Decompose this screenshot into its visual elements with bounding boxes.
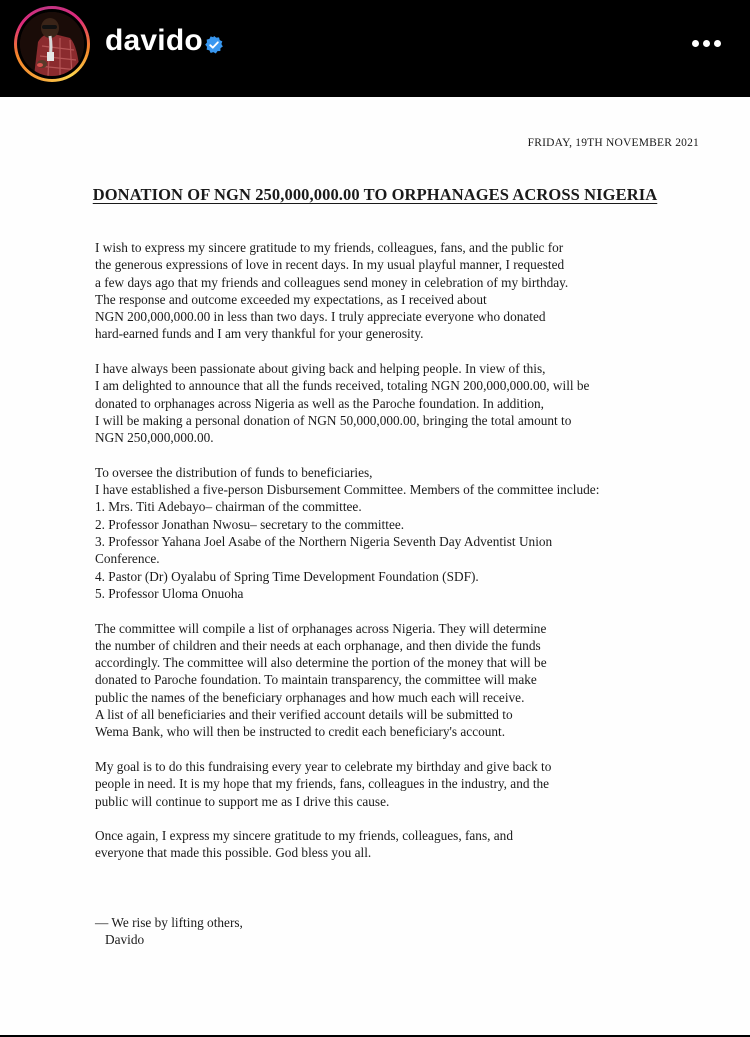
letter-paragraph xyxy=(95,360,695,446)
paragraph-line: hard-earned funds and I am very thankful for your generosity. xyxy=(95,326,424,342)
paragraph-line: I wish to express my sincere gratitude to my friends, colleagues, fans, and the public for xyxy=(95,240,564,255)
avatar[interactable] xyxy=(20,12,84,76)
profile-photo-icon xyxy=(20,12,84,76)
more-horizontal-icon-dot xyxy=(714,40,721,47)
signoff-name: Davido xyxy=(105,932,145,948)
paragraph-line: the number of children and their needs at each orphanage, and then divide the funds xyxy=(95,637,541,653)
paragraph-line: the generous expressions of love in recent days. In my usual playful manner, I requested xyxy=(95,257,565,273)
paragraph-line: Conference. xyxy=(95,551,160,567)
paragraph-line: Once again, I express my sincere gratitude to my friends, colleagues, fans, and xyxy=(95,828,513,844)
paragraph-line: I have always been passionate about giving back and helping people. In view of this, xyxy=(95,361,546,377)
signoff-motto: — We rise by lifting others, xyxy=(95,915,243,930)
paragraph-line: A list of all beneficiaries and their verified account details will be submitted to xyxy=(95,707,513,723)
username[interactable]: davido xyxy=(105,24,203,57)
paragraph-line: public the names of the beneficiary orphanages and how much each will receive. xyxy=(95,689,525,705)
paragraph-line: The committee will compile a list of orphanages across Nigeria. They will determine xyxy=(95,620,547,636)
paragraph-line: 3. Professor Yahana Joel Asabe of the Northern Nigeria Seventh Day Adventist Union xyxy=(95,534,553,550)
paragraph-line: donated to orphanages across Nigeria as well as the Paroche foundation. In addition, xyxy=(95,395,545,411)
more-horizontal-icon-dot xyxy=(703,40,710,47)
paragraph-line: I will be making a personal donation of NGN 50,000,000.00, bringing the total amount to xyxy=(95,412,572,428)
avatar-frame xyxy=(17,9,87,79)
paragraph-line: NGN 200,000,000.00 in less than two days. I truly appreciate everyone who donated xyxy=(95,309,546,325)
paragraph-line: Wema Bank, who will then be instructed to credit each beneficiary's account. xyxy=(95,724,506,740)
paragraph-line: My goal is to do this fundraising every year to celebrate my birthday and give back to xyxy=(95,758,552,774)
more-options-button[interactable] xyxy=(690,37,722,51)
paragraph-line: accordingly. The committee will also determine the portion of the money that will be xyxy=(95,655,547,671)
letter-paragraph xyxy=(95,827,695,862)
paragraph-line: NGN 250,000,000.00. xyxy=(95,430,214,446)
paragraph-line: 1. Mrs. Titi Adebayo– chairman of the committee. xyxy=(95,499,362,515)
paragraph-line: 5. Professor Uloma Onuoha xyxy=(95,585,244,601)
letter-paragraph xyxy=(95,239,695,343)
letter-paragraph xyxy=(95,464,695,602)
letter-paragraph xyxy=(95,620,695,741)
letter-body xyxy=(95,239,695,879)
more-horizontal-icon-dot xyxy=(692,40,699,47)
letter-signoff xyxy=(95,914,243,949)
paragraph-line: I have established a five-person Disbursement Committee. Members of the committee include: xyxy=(95,482,600,498)
paragraph-line: a few days ago that my friends and colleagues send money in celebration of my birthday. xyxy=(95,274,569,290)
paragraph-line: 4. Pastor (Dr) Oyalabu of Spring Time Development Foundation (SDF). xyxy=(95,568,479,584)
verified-badge-icon xyxy=(204,35,224,55)
letter-paragraph xyxy=(95,758,695,810)
paragraph-line: everyone that made this possible. God bless you all. xyxy=(95,845,372,861)
story-ring[interactable] xyxy=(14,6,90,82)
letter-date: FRIDAY, 19TH NOVEMBER 2021 xyxy=(527,137,699,149)
paragraph-line: people in need. It is my hope that my friends, fans, colleagues in the industry, and the xyxy=(95,776,550,792)
letter-title: DONATION OF NGN 250,000,000.00 TO ORPHANAGES ACROSS NIGERIA xyxy=(92,185,658,204)
paragraph-line: donated to Paroche foundation. To maintain transparency, the committee will make xyxy=(95,672,537,688)
post-header xyxy=(0,0,750,97)
paragraph-line: The response and outcome exceeded my expectations, as I received about xyxy=(95,291,487,307)
paragraph-line: 2. Professor Jonathan Nwosu– secretary to the committee. xyxy=(95,516,405,532)
letter-document xyxy=(0,97,750,1035)
paragraph-line: To oversee the distribution of funds to beneficiaries, xyxy=(95,464,373,480)
paragraph-line: public will continue to support me as I drive this cause. xyxy=(95,793,390,809)
paragraph-line: I am delighted to announce that all the funds received, totaling NGN 200,000,000.00, will be xyxy=(95,378,590,394)
